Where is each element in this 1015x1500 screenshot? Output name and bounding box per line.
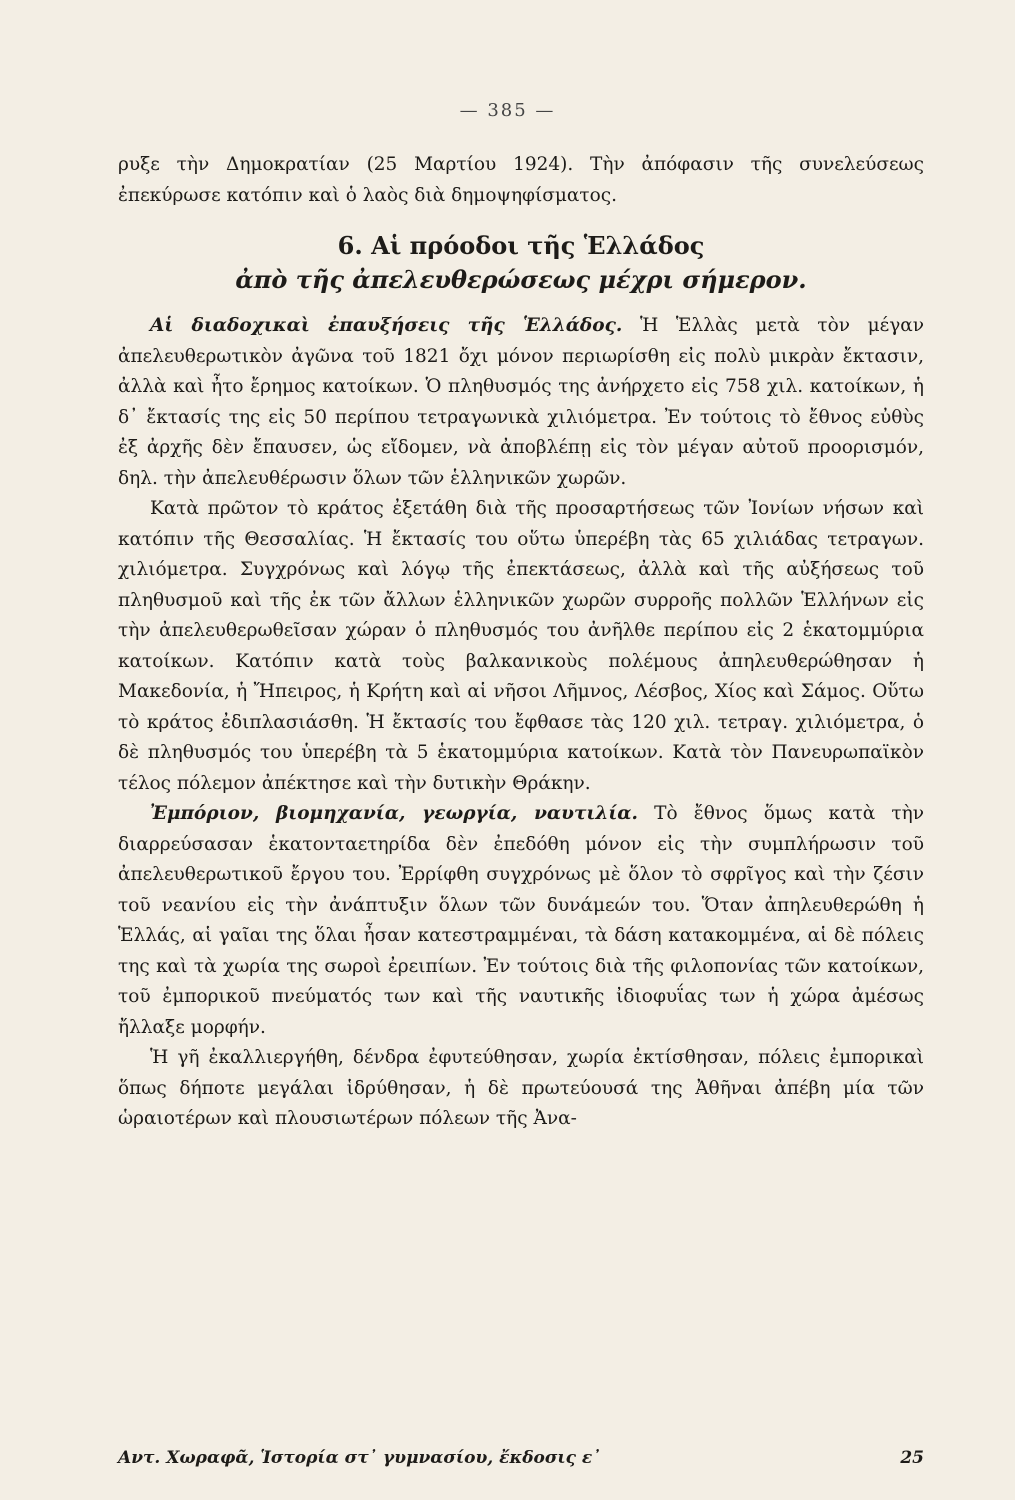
paragraph bbox=[118, 1043, 924, 1135]
intro-paragraph: ρυξε τὴν Δημοκρατίαν (25 Μαρτίου 1924). Τὴν ἀπόφασιν τῆς συνελεύσεως ἐπεκύρωσε κατόπιν καὶ ὁ λαὸς διὰ δημοψηφίσματος. bbox=[118, 154, 924, 206]
page-footer bbox=[118, 1448, 924, 1468]
paragraph-text: Κατὰ πρῶτον τὸ κράτος ἐξετάθη διὰ τῆς προσαρτήσεως τῶν Ἰονίων νήσων καὶ κατόπιν τῆς Θεσσαλίας. Ἡ ἔκτασίς του οὕτω ὑπερέβη τὰς 65 χιλιάδας τετραγων. χιλιόμετρα. Συγχρόνως καὶ λόγῳ τῆς ἐπεκτάσεως, ἀλλὰ καὶ τῆς αὐξήσεως τοῦ πληθυσμοῦ καὶ τῆς ἐκ τῶν ἄλλων ἑλληνικῶν χωρῶν συρροῆς πολλῶν Ἑλλήνων εἰς τὴν ἀπελευθερωθεῖσαν χώραν ὁ πληθυσμός του ἀνῆλθε περίπου εἰς 2 ἑκατομμύρια κατοίκων. Κατόπιν κατὰ τοὺς βαλκανικοὺς πολέμους ἀπηλευθερώθησαν ἡ Μακεδονία, ἡ Ἤπειρος, ἡ Κρήτη καὶ αἱ νῆσοι Λῆμνος, Λέσβος, Χίος καὶ Σάμος. Οὕτω τὸ κράτος ἐδιπλασιάσθη. Ἡ ἔκτασίς του ἔφθασε τὰς 120 χιλ. τετραγ. χιλιόμετρα, ὁ δὲ πληθυσμός του ὑπερέβη τὰ 5 ἑκατομμύρια κατοίκων. Κατὰ τὸν Πανευρωπαϊκὸν τέλος πόλεμον ἀπέκτησε καὶ τὴν δυτικὴν Θράκην. bbox=[118, 498, 924, 794]
paragraph-heading: Αἱ διαδοχικαὶ ἐπαυξήσεις τῆς Ἑλλάδος. bbox=[150, 315, 623, 336]
footer-source: Αντ. Χωραφᾶ, Ἱστορία στ᾽ γυμνασίου, ἔκδοσις ε᾽ bbox=[118, 1448, 601, 1468]
section-heading bbox=[118, 229, 924, 297]
page-body bbox=[118, 150, 924, 1135]
paragraph-text: Ἡ Ἑλλὰς μετὰ τὸν μέγαν ἀπελευθερωτικὸν ἀγῶνα τοῦ 1821 ὄχι μόνον περιωρίσθη εἰς πολὺ μικρὰν ἔκτασιν, ἀλλὰ καὶ ἦτο ἔρημος κατοίκων. Ὁ πληθυσμός της ἀνήρχετο εἰς 758 χιλ. κατοίκων, ἡ δ᾽ ἔκτασίς της εἰς 50 περίπου τετραγωνικὰ χιλιόμετρα. Ἐν τούτοις τὸ ἔθνος εὐθὺς ἐξ ἀρχῆς δὲν ἔπαυσεν, ὡς εἴδομεν, νὰ ἀποβλέπῃ εἰς τὸν μέγαν αὐτοῦ προορισμόν, δηλ. τὴν ἀπελευθέρωσιν ὅλων τῶν ἑλληνικῶν χωρῶν. bbox=[118, 315, 925, 489]
footer-signature: 25 bbox=[900, 1448, 924, 1468]
paragraph-heading: Ἐμπόριον, βιομηχανία, γεωργία, ναυτιλία. bbox=[150, 803, 638, 824]
paragraph bbox=[118, 311, 924, 494]
paragraph-text: Ἡ γῆ ἐκαλλιεργήθη, δένδρα ἐφυτεύθησαν, χωρία ἐκτίσθησαν, πόλεις ἐμπορικαὶ ὅπως δήποτε μεγάλαι ἱδρύθησαν, ἡ δὲ πρωτεύουσά της Ἀθῆναι ἀπέβη μία τῶν ὡραιοτέρων καὶ πλουσιωτέρων πόλεων τῆς Ἀνα- bbox=[118, 1047, 924, 1129]
paragraph bbox=[118, 799, 924, 1043]
section-subtitle: ἀπὸ τῆς ἀπελευθερώσεως μέχρι σήμερον. bbox=[235, 265, 807, 294]
page-number: — 385 — bbox=[459, 100, 556, 121]
paragraph bbox=[118, 494, 924, 799]
section-title: 6. Αἱ πρόοδοι τῆς Ἑλλάδος bbox=[337, 231, 705, 260]
paragraph-text: Τὸ ἔθνος ὅμως κατὰ τὴν διαρρεύσασαν ἑκατονταετηρίδα δὲν ἐπεδόθη μόνον εἰς τὴν συμπλήρωσιν τοῦ ἀπελευθερωτικοῦ ἔργου του. Ἐρρίφθη συγχρόνως μὲ ὅλον τὸ σφρῖγος καὶ τὴν ζέσιν τοῦ νεανίου εἰς τὴν ἀνάπτυξιν ὅλων τῶν δυνάμεών του. Ὅταν ἀπηλευθερώθη ἡ Ἑλλάς, αἱ γαῖαι της ὅλαι ἦσαν κατεστραμμέναι, τὰ δάση κατακομμένα, αἱ δὲ πόλεις της καὶ τὰ χωρία της σωροὶ ἐρειπίων. Ἐν τούτοις διὰ τῆς φιλοπονίας τῶν κατοίκων, τοῦ ἐμπορικοῦ πνεύματός των καὶ τῆς ναυτικῆς ἰδιοφυΐας των ἡ χώρα ἀμέσως ἤλλαξε μορφήν. bbox=[118, 803, 924, 1038]
